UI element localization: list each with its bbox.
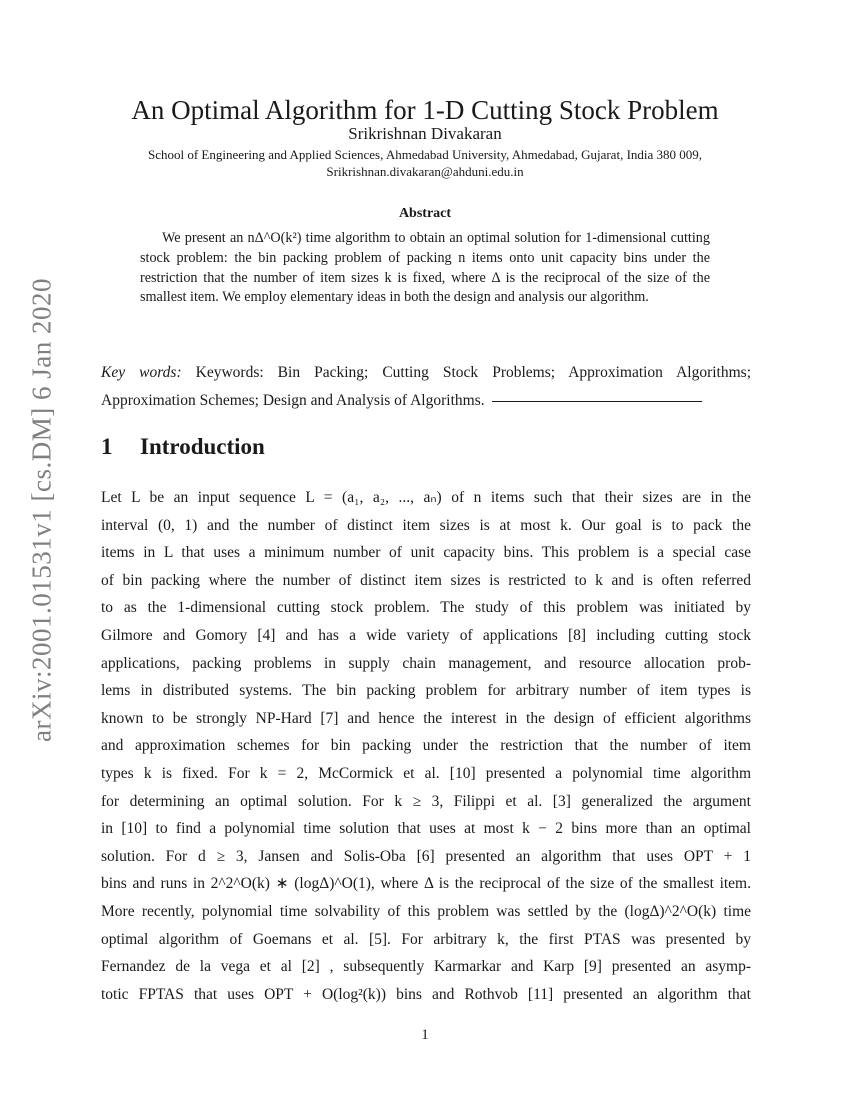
keywords-text: Keywords: Bin Packing; Cutting Stock Problems; Approximation Algorithms; Approximation Schemes; Design and Analysis of Algorithms. — [101, 364, 752, 409]
body-line: interval (0, 1) and the number of distinct item sizes is at most k. Our goal is to pack the — [101, 516, 751, 534]
introduction-body — [101, 484, 751, 1008]
body-line: to as the 1-dimensional cutting stock problem. The study of this problem was initiated by — [101, 599, 751, 617]
body-line: optimal algorithm of Goemans et al. [5]. For arbitrary k, the first PTAS was presented by — [101, 930, 751, 948]
body-line: lems in distributed systems. The bin packing problem for arbitrary number of item types is — [101, 682, 751, 700]
body-line: types k is fixed. For k = 2, McCormick et al. [10] presented a polynomial time algorithm — [101, 764, 751, 782]
body-line: and approximation schemes for bin packing under the restriction that the number of item — [101, 737, 751, 755]
keywords-label: Key words: — [101, 364, 182, 381]
abstract-body: We present an nΔ^O(k²) time algorithm to obtain an optimal solution for 1-dimensional cutting stock problem: the bin packing problem of packing n items onto unit capacity bins under the restriction that the number of item sizes k is fixed, where Δ is the reciprocal of the size of the smallest item. We employ elementary ideas in both the design and analysis our algorithm. — [140, 230, 710, 306]
body-line: Fernandez de la vega et al [2] , subsequently Karmarkar and Karp [9] presented an asymp- — [101, 958, 751, 976]
body-line: solution. For d ≥ 3, Jansen and Solis-Oba [6] presented an algorithm that uses OPT + 1 — [101, 847, 751, 865]
page-number: 1 — [421, 1027, 429, 1043]
body-line: Gilmore and Gomory [4] and has a wide variety of applications [8] including cutting stock — [101, 626, 751, 644]
arxiv-identifier-stamp: arXiv:2001.01531v1 [cs.DM] 6 Jan 2020 — [26, 278, 57, 742]
author-affiliation: School of Engineering and Applied Sciences, Ahmedabad University, Ahmedabad, Gujarat, India 380 009, — [147, 147, 703, 162]
body-line: applications, packing problems in supply chain management, and resource allocation prob- — [101, 654, 751, 672]
abstract-heading: Abstract — [398, 206, 452, 221]
paper-title: An Optimal Algorithm for 1-D Cutting Stock Problem — [131, 95, 719, 125]
body-line: for determining an optimal solution. For k ≥ 3, Filippi et al. [3] generalized the argument — [101, 792, 751, 810]
body-line: bins and runs in 2^2^O(k) ∗ (logΔ)^O(1), where Δ is the reciprocal of the size of the smallest item. — [101, 875, 751, 893]
body-line: known to be strongly NP-Hard [7] and hence the interest in the design of efficient algorithms — [101, 709, 751, 727]
keywords-block — [101, 359, 751, 415]
author-email: Srikrishnan.divakaran@ahduni.edu.in — [326, 164, 524, 179]
body-line: Let L be an input sequence L = (a₁, a₂, ..., aₙ) of n items such that their sizes are in the — [101, 489, 751, 506]
section-heading — [101, 434, 265, 460]
author-name: Srikrishnan Divakaran — [348, 124, 502, 143]
body-line: of bin packing where the number of distinct item sizes is restricted to k and is often referred — [101, 571, 751, 589]
section-title: Introduction — [140, 434, 265, 459]
section-number: 1 — [101, 434, 113, 459]
body-line: totic FPTAS that uses OPT + O(log²(k)) bins and Rothvob [11] presented an algorithm that — [101, 985, 751, 1003]
body-line: items in L that uses a minimum number of unit capacity bins. This problem is a special case — [101, 544, 751, 562]
body-line: More recently, polynomial time solvability of this problem was settled by the (logΔ)^2^O(k) time — [101, 902, 751, 920]
keywords-rule — [492, 401, 702, 402]
body-line: in [10] to find a polynomial time solution that uses at most k − 2 bins more than an optimal — [101, 820, 751, 838]
